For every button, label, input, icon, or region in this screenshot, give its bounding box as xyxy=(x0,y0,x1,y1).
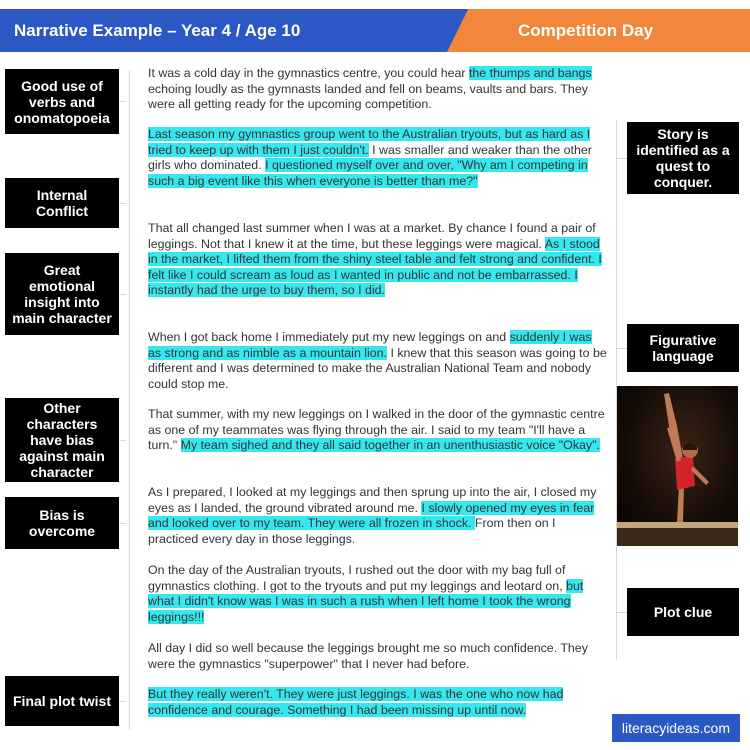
gymnast-photo xyxy=(617,386,738,546)
highlight-text: suddenly I was as strong and as nimble as a mountain lion. xyxy=(148,330,592,360)
highlight-text: But they really weren't. They were just leggings. I was the one who now had confidence and courage. Something I had been missing up until now. xyxy=(148,687,564,717)
left-guide-line xyxy=(129,70,130,730)
tag-connector xyxy=(617,348,627,349)
paragraph-2 xyxy=(148,127,608,189)
paragraph-text: I knew that this season was going to be different and I was determined to make the Australian National Team and nobody could stop me. xyxy=(148,345,607,391)
highlight-text: My team sighed and they all said together in an unenthusiastic voice "Okay". xyxy=(180,438,600,453)
paragraph-5 xyxy=(148,407,608,454)
tag-internal-conflict: Internal Conflict xyxy=(5,178,119,228)
topic-title: Competition Day xyxy=(518,21,654,40)
highlight-text: Last season my gymnastics group went to the Australian tryouts, but as hard as I tried to keep up with them I just couldn't. xyxy=(148,127,591,157)
tag-figurative-language: Figurative language xyxy=(627,324,739,372)
tag-connector xyxy=(120,440,126,441)
tag-connector xyxy=(120,701,126,702)
tag-bias-against: Other characters have bias against main character xyxy=(5,398,119,482)
highlight-text: I questioned myself over and over, "Why am I competing in such a big event like this when everyone is better than me?" xyxy=(148,158,588,188)
tag-plot-clue: Plot clue xyxy=(627,588,739,636)
tag-verbs-onomatopoeia: Good use of verbs and onomatopoeia xyxy=(5,69,119,134)
paragraph-text: When I got back home I immediately put my new leggings on and xyxy=(148,330,510,344)
tag-connector xyxy=(120,203,126,204)
page-title: Narrative Example – Year 4 / Age 10 xyxy=(14,21,301,40)
paragraph-text: echoing loudly as the gymnasts landed and fell on beams, vaults and bars. They were all getting ready for the upcoming competition. xyxy=(148,81,588,112)
tag-connector xyxy=(617,612,627,613)
highlight-text: As I stood in the market, I lifted them from the shiny steel table and felt strong and confident. I felt like I could scream as loud as I wanted in public and not be embarrassed. I instantly had the urge to buy them, so I did. xyxy=(148,236,602,298)
tag-connector xyxy=(120,101,126,102)
paragraph-text: That summer, with my new leggings on I walked in the door of the gymnastic centre as one of my teammates was flying through the air. I said to my team "I'll have a turn." xyxy=(148,407,605,453)
paragraph-8 xyxy=(148,641,608,672)
paragraph-7 xyxy=(148,563,608,625)
tag-connector xyxy=(120,523,126,524)
tag-final-plot-twist: Final plot twist xyxy=(5,676,119,726)
paragraph-6 xyxy=(148,485,608,547)
highlight-text: the thumps and bangs xyxy=(468,66,592,80)
paragraph-9 xyxy=(148,687,608,718)
paragraph-text: As I prepared, I looked at my leggings and then sprung up into the air, I closed my eyes as I landed, the ground vibrated around me. xyxy=(148,485,597,515)
paragraph-1 xyxy=(148,66,608,113)
gymnast-illustration xyxy=(617,386,738,546)
tag-connector xyxy=(120,294,126,295)
highlight-text: I slowly opened my eyes in fear and looked over to my team. They were all frozen in shock. xyxy=(148,500,595,531)
paragraph-text: I was smaller and weaker than the other girls who dominated. xyxy=(148,142,592,173)
tag-bias-overcome: Bias is overcome xyxy=(5,497,119,549)
tag-emotional-insight: Great emotional insight into main character xyxy=(5,253,119,335)
footer-website: literacyideas.com xyxy=(612,714,740,742)
paragraph-text: All day I did so well because the leggings brought me so much confidence. They were the gymnastics "superpower" that I never had before. xyxy=(148,641,588,671)
paragraph-text: On the day of the Australian tryouts, I rushed out the door with my bag full of gymnastics clothing. I got to the tryouts and put my leggings and leotard on, xyxy=(148,563,567,593)
paragraph-text: It was a cold day in the gymnastics centre, you could hear xyxy=(148,66,469,80)
tag-quest-to-conquer: Story is identified as a quest to conquer. xyxy=(627,122,739,194)
highlight-text: but what I didn't know was I was in such a rush when I left home I took the wrong leggings!!! xyxy=(148,578,584,624)
paragraph-4 xyxy=(148,330,608,392)
tag-connector xyxy=(617,158,627,159)
paragraph-3 xyxy=(148,221,608,299)
paragraph-text: That all changed last summer when I was at a market. By chance I found a pair of leggings. Not that I knew it at the time, but these leggings were magical. xyxy=(148,221,596,251)
paragraph-text: From then on I practiced every day in those leggings. xyxy=(148,516,556,546)
